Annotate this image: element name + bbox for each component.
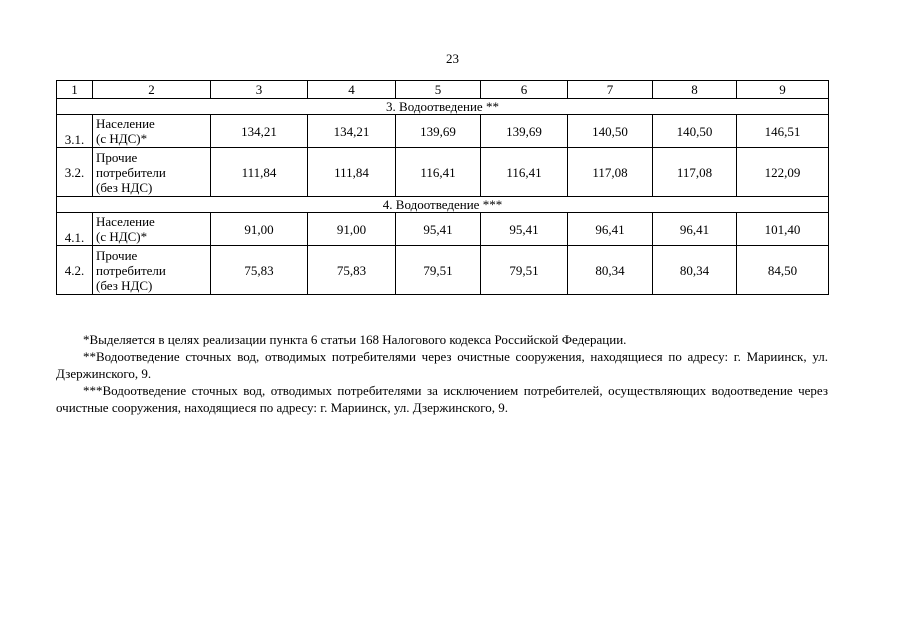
tariff-value: 95,41	[481, 213, 568, 246]
consumer-cell	[93, 148, 211, 197]
tariff-value: 146,51	[737, 115, 829, 148]
section-title: 4. Водоотведение ***	[57, 197, 829, 213]
consumer-line: (с НДС)*	[96, 131, 148, 146]
row-code: 4.2.	[57, 246, 93, 295]
consumer-line: Прочие	[96, 149, 138, 165]
footnote: **Водоотведение сточных вод, отводимых потребителями через очистные сооружения, находящиеся по адресу: г. Мариинск, ул. Дзержинского, 9.	[56, 349, 828, 381]
consumer-line: потребители	[96, 262, 166, 278]
tariff-value: 122,09	[737, 148, 829, 197]
tariff-value: 79,51	[396, 246, 481, 295]
column-header: 1	[57, 81, 93, 99]
tariff-table	[56, 80, 829, 295]
page-number: 23	[446, 51, 459, 66]
consumer-line: Население	[96, 116, 155, 131]
tariff-value: 96,41	[653, 213, 737, 246]
tariff-value: 117,08	[653, 148, 737, 197]
consumer-cell	[93, 115, 211, 148]
table-header-row	[57, 81, 829, 99]
tariff-value: 75,83	[211, 246, 308, 295]
consumer-line: Прочие	[96, 247, 138, 263]
tariff-value: 134,21	[211, 115, 308, 148]
tariff-value: 84,50	[737, 246, 829, 295]
tariff-value: 91,00	[211, 213, 308, 246]
footnote: ***Водоотведение сточных вод, отводимых потребителями за исключением потребителей, осуществляющих водоотведение через очистные сооружения, находящиеся по адресу: г. Мариинск, ул. Дзержинского, 9.	[56, 383, 828, 415]
tariff-value: 111,84	[308, 148, 396, 197]
tariff-value: 91,00	[308, 213, 396, 246]
footnote: *Выделяется в целях реализации пункта 6 статьи 168 Налогового кодекса Российской Федерации.	[83, 332, 627, 347]
table-row	[57, 213, 829, 246]
column-header: 8	[653, 81, 737, 99]
column-header: 5	[396, 81, 481, 99]
tariff-value: 101,40	[737, 213, 829, 246]
tariff-value: 140,50	[568, 115, 653, 148]
table-row	[57, 246, 829, 295]
column-header: 9	[737, 81, 829, 99]
column-header: 7	[568, 81, 653, 99]
consumer-cell	[93, 213, 211, 246]
consumer-line: потребители	[96, 164, 166, 180]
tariff-value: 139,69	[481, 115, 568, 148]
consumer-line: (с НДС)*	[96, 229, 148, 244]
tariff-value: 116,41	[481, 148, 568, 197]
tariff-value: 96,41	[568, 213, 653, 246]
consumer-line: (без НДС)	[96, 179, 153, 195]
tariff-value: 111,84	[211, 148, 308, 197]
tariff-value: 117,08	[568, 148, 653, 197]
tariff-value: 140,50	[653, 115, 737, 148]
tariff-value: 80,34	[568, 246, 653, 295]
tariff-value: 95,41	[396, 213, 481, 246]
row-code: 4.1.	[57, 213, 93, 246]
tariff-value: 80,34	[653, 246, 737, 295]
row-code: 3.1.	[57, 115, 93, 148]
row-code: 3.2.	[57, 148, 93, 197]
tariff-value: 79,51	[481, 246, 568, 295]
column-header: 4	[308, 81, 396, 99]
table-row	[57, 148, 829, 197]
footnotes	[56, 331, 828, 416]
tariff-value: 139,69	[396, 115, 481, 148]
tariff-value: 134,21	[308, 115, 396, 148]
column-header: 3	[211, 81, 308, 99]
consumer-line: Население	[96, 214, 155, 229]
consumer-cell	[93, 246, 211, 295]
table-row	[57, 115, 829, 148]
column-header: 2	[93, 81, 211, 99]
consumer-line: (без НДС)	[96, 277, 153, 293]
section-title-row	[57, 99, 829, 115]
section-title: 3. Водоотведение **	[57, 99, 829, 115]
tariff-value: 75,83	[308, 246, 396, 295]
section-title-row	[57, 197, 829, 213]
tariff-value: 116,41	[396, 148, 481, 197]
column-header: 6	[481, 81, 568, 99]
